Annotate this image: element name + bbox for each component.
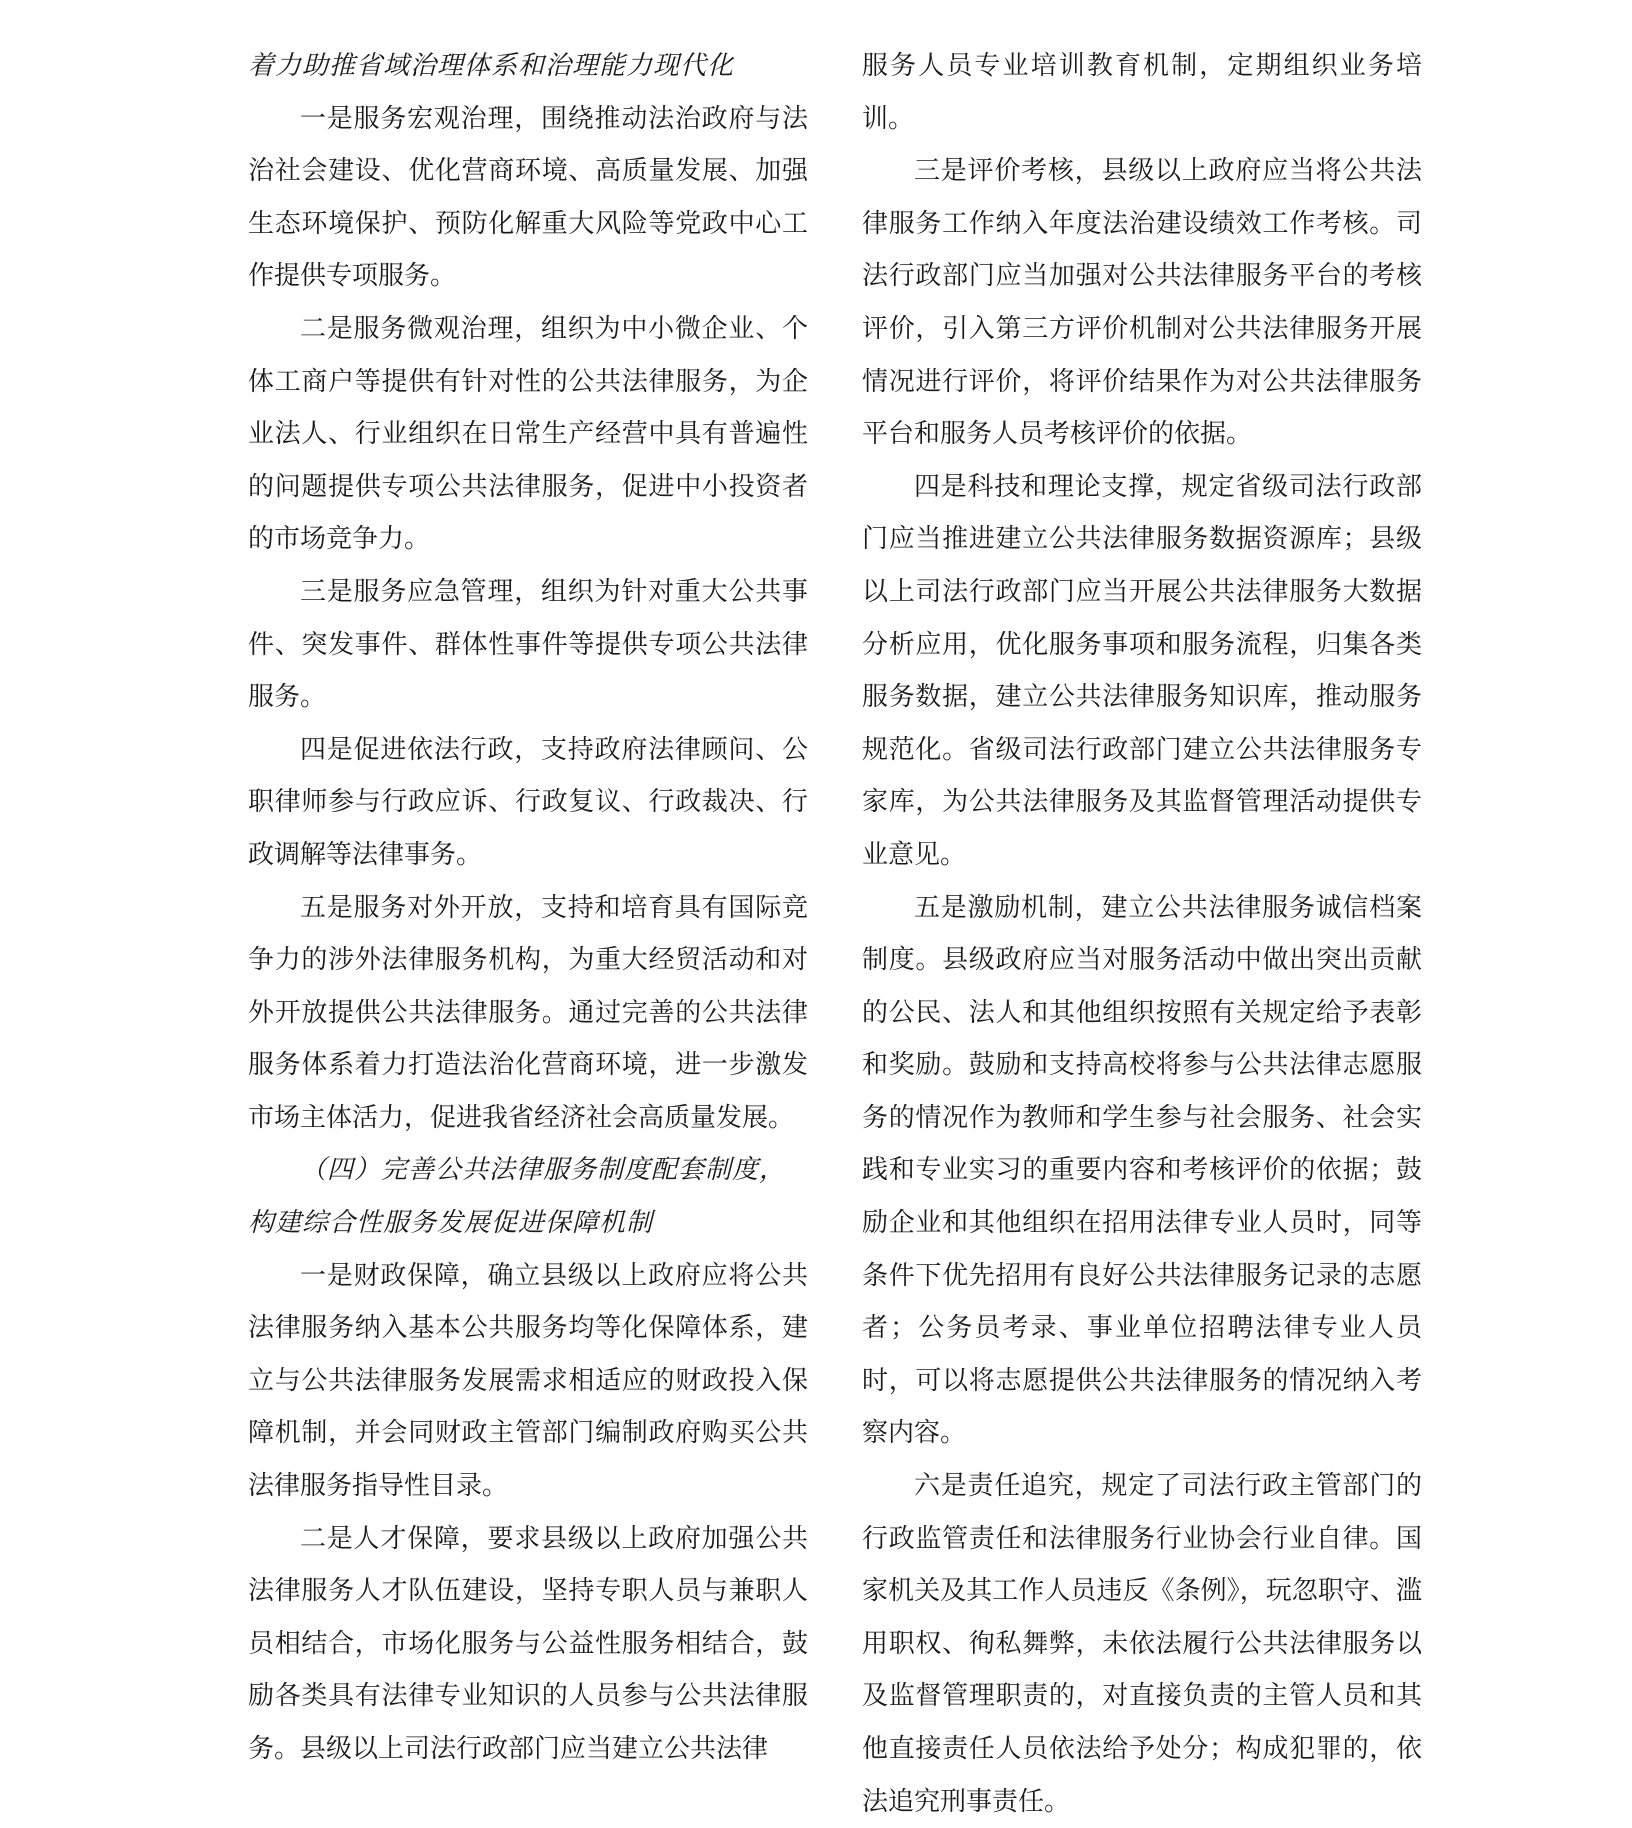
paragraph: 六是责任追究，规定了司法行政主管部门的行政监管责任和法律服务行业协会行业自律。国家机关及其工作人员违反《条例》，玩忽职守、滥用职权、徇私舞弊，未依法履行公共法律服务以及监督管理职责的，对直接负责的主管人员和其他直接责任人员依法给予处分；构成犯罪的，依法追究刑事责任。 — [862, 1471, 1422, 1817]
section-heading-continuation: 着力助推省域治理体系和治理能力现代化 — [248, 51, 735, 81]
section-heading: （四）完善公共法律服务制度配套制度， — [300, 1155, 787, 1186]
paragraph: 二是人才保障，要求县级以上政府加强公共法律服务人才队伍建设，坚持专职人员与兼职人员相结合，市场化服务与公益性服务相结合，鼓励各类具有法律专业知识的人员参与公共法律服务。县级以上司法行政部门应当建立公共法律 — [248, 1523, 808, 1764]
paragraph: 五是服务对外开放，支持和培育具有国际竞争力的涉外法律服务机构，为重大经贸活动和对外开放提供公共法律服务。通过完善的公共法律服务体系着力打造法治化营商环境，进一步激发市场主体活力，促进我省经济社会高质量发展。 — [248, 892, 808, 1133]
paragraph: 五是激励机制，建立公共法律服务诚信档案制度。县级政府应当对服务活动中做出突出贡献的公民、法人和其他组织按照有关规定给予表彰和奖励。鼓励和支持高校将参与公共法律志愿服务的情况作为教师和学生参与社会服务、社会实践和专业实习的重要内容和考核评价的依据；鼓励企业和其他组织在招用法律专业人员时，同等条件下优先招用有良好公共法律服务记录的志愿者；公务员考录、事业单位招聘法律专业人员时，可以将志愿提供公共法律服务的情况纳入考察内容。 — [862, 892, 1422, 1449]
left-column — [248, 40, 808, 1776]
paragraph: 一是财政保障，确立县级以上政府应将公共法律服务纳入基本公共服务均等化保障体系，建立与公共法律服务发展需求相适应的财政投入保障机制，并会同财政主管部门编制政府购买公共法律服务指导性目录。 — [248, 1260, 808, 1502]
paragraph: 四是促进依法行政，支持政府法律顾问、公职律师参与行政应诉、行政复议、行政裁决、行政调解等法律事务。 — [248, 734, 808, 870]
paragraph: 一是服务宏观治理，围绕推动法治政府与法治社会建设、优化营商环境、高质量发展、加强生态环境保护、预防化解重大风险等党政中心工作提供专项服务。 — [248, 103, 808, 292]
paragraph: 三是评价考核，县级以上政府应当将公共法律服务工作纳入年度法治建设绩效工作考核。司法行政部门应当加强对公共法律服务平台的考核评价，引入第三方评价机制对公共法律服务开展情况进行评价，将评价结果作为对公共法律服务平台和服务人员考核评价的依据。 — [862, 156, 1422, 450]
paragraph: 二是服务微观治理，组织为中小微企业、个体工商户等提供有针对性的公共法律服务，为企业法人、行业组织在日常生产经营中具有普遍性的问题提供专项公共法律服务，促进中小投资者的市场竞争力。 — [248, 313, 808, 555]
paragraph: 三是服务应急管理，组织为针对重大公共事件、突发事件、群体性事件等提供专项公共法律服务。 — [248, 576, 808, 713]
section-heading-line2: 构建综合性服务发展促进保障机制 — [248, 1208, 654, 1239]
right-column — [862, 40, 1422, 1828]
paragraph-continuation: 服务人员专业培训教育机制，定期组织业务培训。 — [862, 51, 1422, 134]
paragraph: 四是科技和理论支撑，规定省级司法行政部门应当推进建立公共法律服务数据资源库；县级以上司法行政部门应当开展公共法律服务大数据分析应用，优化服务事项和服务流程，归集各类服务数据，建立公共法律服务知识库，推动服务规范化。省级司法行政部门建立公共法律服务专家库，为公共法律服务及其监督管理活动提供专业意见。 — [862, 471, 1422, 870]
